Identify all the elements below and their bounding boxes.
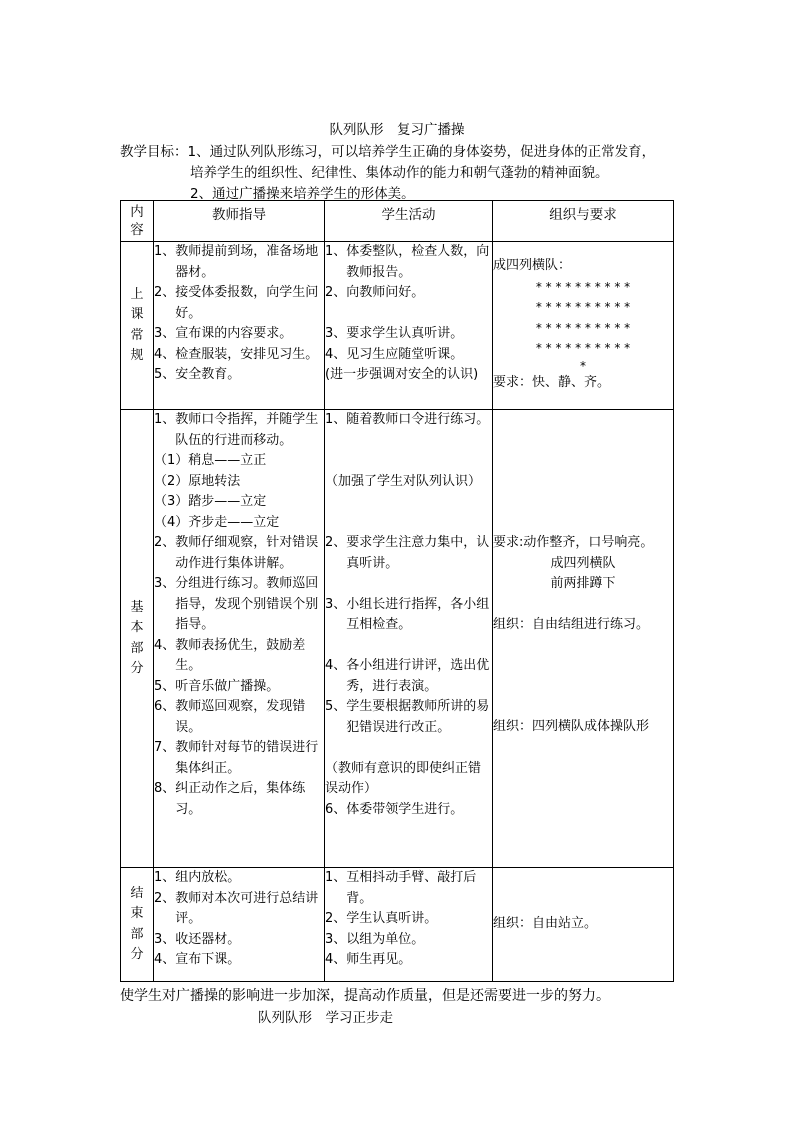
teacher-item bbox=[154, 345, 324, 366]
section-label-routine: 上课常规 bbox=[121, 242, 154, 410]
header-student: 学生活动 bbox=[325, 201, 493, 242]
item-number: 4、 bbox=[154, 346, 176, 362]
item-text: 小组长进行指挥，各小组互相检查。 bbox=[346, 596, 490, 632]
basic-requirement: 要求:动作整齐，口号响亮。 bbox=[493, 535, 654, 550]
lesson-summary: 使学生对广播操的影响进一步加深，提高动作质量，但是还需要进一步的努力。 bbox=[120, 988, 610, 1004]
teacher-item bbox=[154, 868, 324, 889]
item-number: 2、 bbox=[154, 535, 176, 550]
item-number: （3） bbox=[154, 494, 189, 509]
student-item bbox=[325, 800, 492, 821]
page-title: 队列队形 复习广播操 bbox=[329, 122, 465, 138]
item-text bbox=[325, 513, 492, 534]
item-number: 5、 bbox=[154, 367, 176, 382]
goal-line-1: 教学目标：1、通过队列队形练习，可以培养学生正确的身体姿势，促进身体的正常发育， bbox=[120, 144, 656, 160]
item-text: 检查服装，安排见习生。 bbox=[175, 346, 319, 362]
section-label-ending: 结束部分 bbox=[121, 868, 154, 982]
item-text: 听音乐做广播操。 bbox=[175, 678, 280, 694]
student-item bbox=[325, 410, 492, 431]
student-item bbox=[325, 451, 492, 472]
section-label-basic: 基本部分 bbox=[121, 410, 154, 868]
item-text: 教师对本次可进行总结讲评。 bbox=[175, 890, 319, 926]
student-item bbox=[325, 304, 492, 325]
item-number: 4、 bbox=[325, 658, 347, 673]
table-header-row bbox=[121, 201, 674, 242]
student-item bbox=[325, 697, 492, 738]
student-item bbox=[325, 950, 492, 971]
student-item bbox=[325, 868, 492, 909]
org-cell-ending bbox=[493, 868, 674, 982]
item-text: 教师仔细观察，针对错误动作进行集体讲解。 bbox=[175, 535, 319, 571]
item-text: 教师巡回观察，发现错误。 bbox=[175, 699, 306, 735]
item-number: 3、 bbox=[154, 326, 176, 341]
student-star-row: * * * * * * * * * * bbox=[535, 341, 631, 355]
student-item bbox=[325, 656, 492, 697]
header-teacher: 教师指导 bbox=[154, 201, 325, 242]
item-number: 3、 bbox=[325, 596, 347, 612]
teacher-item bbox=[154, 365, 324, 386]
section-row-ending bbox=[121, 868, 674, 982]
next-lesson-title: 队列队形 学习正步走 bbox=[258, 1010, 393, 1026]
goal-line-3: 2、通过广播操来培养学生的形体美。 bbox=[190, 186, 415, 202]
item-number: 8、 bbox=[154, 781, 176, 796]
teacher-item bbox=[154, 283, 324, 324]
student-cell-basic bbox=[325, 410, 493, 868]
item-text: 体委带领学生进行。 bbox=[346, 801, 464, 817]
student-item bbox=[325, 909, 492, 930]
item-text: 踏步——立定 bbox=[188, 494, 267, 509]
student-item bbox=[325, 431, 492, 452]
item-text: 稍息——立正 bbox=[188, 453, 267, 468]
item-text: 教师口令指挥，并随学生队伍的行进而移动。 bbox=[175, 412, 319, 448]
org-cell-routine bbox=[493, 242, 674, 410]
header-organization: 组织与要求 bbox=[493, 201, 674, 242]
teacher-item bbox=[154, 889, 324, 930]
item-text: 原地转法 bbox=[188, 473, 241, 489]
item-text: （教师有意识的即使纠正错误动作） bbox=[325, 760, 482, 796]
teacher-item bbox=[154, 636, 324, 677]
item-number: 4、 bbox=[154, 952, 176, 967]
item-number: 1、 bbox=[154, 412, 176, 427]
item-number: 4、 bbox=[325, 346, 347, 362]
header-content: 内容 bbox=[121, 201, 154, 242]
item-text bbox=[325, 451, 492, 472]
teacher-item bbox=[154, 513, 324, 534]
student-item bbox=[325, 242, 492, 283]
teacher-item bbox=[154, 677, 324, 698]
item-text: 接受体委报数，向学生问好。 bbox=[175, 285, 319, 321]
student-item bbox=[325, 345, 492, 366]
item-number: 1、 bbox=[325, 412, 347, 427]
item-number: 1、 bbox=[325, 870, 347, 885]
student-item bbox=[325, 365, 492, 386]
student-item bbox=[325, 533, 492, 574]
student-item bbox=[325, 574, 492, 595]
item-number: 4、 bbox=[154, 637, 176, 653]
item-number: 4、 bbox=[325, 952, 347, 967]
org-cell-basic bbox=[493, 410, 674, 868]
item-number: 2、 bbox=[154, 285, 176, 300]
routine-requirement: 要求：快、静、齐。 bbox=[493, 374, 611, 390]
student-item bbox=[325, 930, 492, 951]
item-text: 要求学生注意力集中，认真听讲。 bbox=[346, 535, 490, 571]
item-text: 学生认真听讲。 bbox=[346, 911, 438, 926]
item-text: 齐步走——立定 bbox=[188, 514, 280, 530]
item-number: 1、 bbox=[154, 244, 176, 259]
student-item bbox=[325, 283, 492, 304]
item-text: 师生再见。 bbox=[346, 952, 412, 967]
item-number: （2） bbox=[154, 473, 189, 489]
item-number: 2、 bbox=[154, 890, 176, 906]
item-text: 互相抖动手臂、敲打后背。 bbox=[346, 870, 477, 906]
item-number: 3、 bbox=[325, 931, 347, 947]
item-text: 体委整队，检查人数，向教师报告。 bbox=[346, 244, 490, 280]
item-text: 向教师问好。 bbox=[346, 285, 425, 300]
item-text: 纠正动作之后，集体练习。 bbox=[175, 781, 306, 817]
item-number: 5、 bbox=[325, 699, 347, 714]
teacher-cell-routine bbox=[154, 242, 325, 410]
student-star-row: * * * * * * * * * * bbox=[535, 300, 631, 314]
teacher-item bbox=[154, 533, 324, 574]
item-text bbox=[325, 636, 492, 657]
item-text: 宣布下课。 bbox=[175, 952, 241, 967]
item-text: 分组进行练习。教师巡回指导，发现个别错误个别指导。 bbox=[175, 576, 319, 632]
section-row-routine bbox=[121, 242, 674, 410]
teacher-item bbox=[154, 242, 324, 283]
item-number: 1、 bbox=[154, 870, 176, 885]
basic-formation: 成四列横队 bbox=[550, 555, 616, 571]
item-text: 以组为单位。 bbox=[346, 931, 425, 947]
item-number: 6、 bbox=[154, 699, 176, 714]
item-number: 3、 bbox=[154, 576, 176, 591]
item-number: 7、 bbox=[154, 740, 176, 755]
student-item bbox=[325, 492, 492, 513]
goal-line-2: 培养学生的组织性、纪律性、集体动作的能力和朝气蓬勃的精神面貌。 bbox=[190, 165, 609, 181]
teacher-item bbox=[154, 950, 324, 971]
item-number: 3、 bbox=[325, 326, 347, 341]
item-number: 1、 bbox=[325, 244, 347, 259]
student-item bbox=[325, 513, 492, 534]
ending-organization: 组织：自由站立。 bbox=[493, 916, 598, 932]
item-text: 见习生应随堂听课。 bbox=[346, 346, 464, 362]
student-cell-routine bbox=[325, 242, 493, 410]
item-text: （加强了学生对队列认识） bbox=[325, 473, 482, 489]
student-star-row: * * * * * * * * * * bbox=[535, 320, 631, 335]
item-number: 3、 bbox=[154, 931, 176, 947]
item-text bbox=[325, 574, 492, 595]
item-number: 5、 bbox=[154, 678, 176, 694]
student-item bbox=[325, 472, 492, 493]
item-text: 教师表扬优生，鼓励差生。 bbox=[175, 637, 306, 673]
teacher-item bbox=[154, 697, 324, 738]
item-text: 学生要根据教师所讲的易犯错误进行改正。 bbox=[346, 699, 490, 735]
item-text: (进一步强调对安全的认识) bbox=[325, 367, 479, 382]
item-text: 教师提前到场，准备场地器材。 bbox=[175, 244, 319, 280]
item-number: （1） bbox=[154, 453, 189, 468]
teacher-item bbox=[154, 410, 324, 451]
item-number: 2、 bbox=[325, 911, 347, 926]
item-text bbox=[325, 304, 492, 325]
teacher-item bbox=[154, 324, 324, 345]
item-number: 6、 bbox=[325, 801, 347, 817]
teacher-item bbox=[154, 930, 324, 951]
item-number: 2、 bbox=[325, 535, 347, 550]
item-text: 各小组进行讲评，选出优秀，进行表演。 bbox=[346, 658, 490, 694]
student-item bbox=[325, 636, 492, 657]
item-text: 随着教师口令进行练习。 bbox=[346, 412, 490, 427]
student-cell-ending bbox=[325, 868, 493, 982]
item-text: 安全教育。 bbox=[175, 367, 241, 382]
teacher-item bbox=[154, 451, 324, 472]
item-text: 宣布课的内容要求。 bbox=[175, 326, 293, 341]
item-number: （4） bbox=[154, 514, 189, 530]
basic-front-rows: 前两排蹲下 bbox=[550, 576, 616, 591]
section-row-basic bbox=[121, 410, 674, 868]
teacher-cell-basic bbox=[154, 410, 325, 868]
lesson-plan-table bbox=[120, 200, 674, 982]
student-star-row: * * * * * * * * * * bbox=[535, 279, 631, 294]
item-text: 收还器材。 bbox=[175, 931, 241, 947]
item-text: 组内放松。 bbox=[175, 870, 241, 885]
student-item bbox=[325, 738, 492, 759]
teacher-star: * bbox=[580, 358, 586, 373]
item-text bbox=[325, 431, 492, 452]
teacher-item bbox=[154, 738, 324, 779]
formation-label: 成四列横队： bbox=[493, 258, 572, 273]
item-text: 要求学生认真听讲。 bbox=[346, 326, 464, 341]
basic-group-formation: 组织：四列横队成体操队形 bbox=[493, 719, 650, 734]
item-text bbox=[325, 492, 492, 513]
teacher-item bbox=[154, 779, 324, 820]
item-number: 2、 bbox=[325, 285, 347, 300]
teacher-cell-ending bbox=[154, 868, 325, 982]
teacher-item bbox=[154, 472, 324, 493]
teacher-item bbox=[154, 574, 324, 636]
student-item bbox=[325, 759, 492, 800]
student-item bbox=[325, 595, 492, 636]
basic-group-practice: 组织：自由结组进行练习。 bbox=[493, 616, 650, 632]
teacher-item bbox=[154, 492, 324, 513]
item-text bbox=[325, 738, 492, 759]
student-item bbox=[325, 324, 492, 345]
item-text: 教师针对每节的错误进行集体纠正。 bbox=[175, 740, 319, 776]
